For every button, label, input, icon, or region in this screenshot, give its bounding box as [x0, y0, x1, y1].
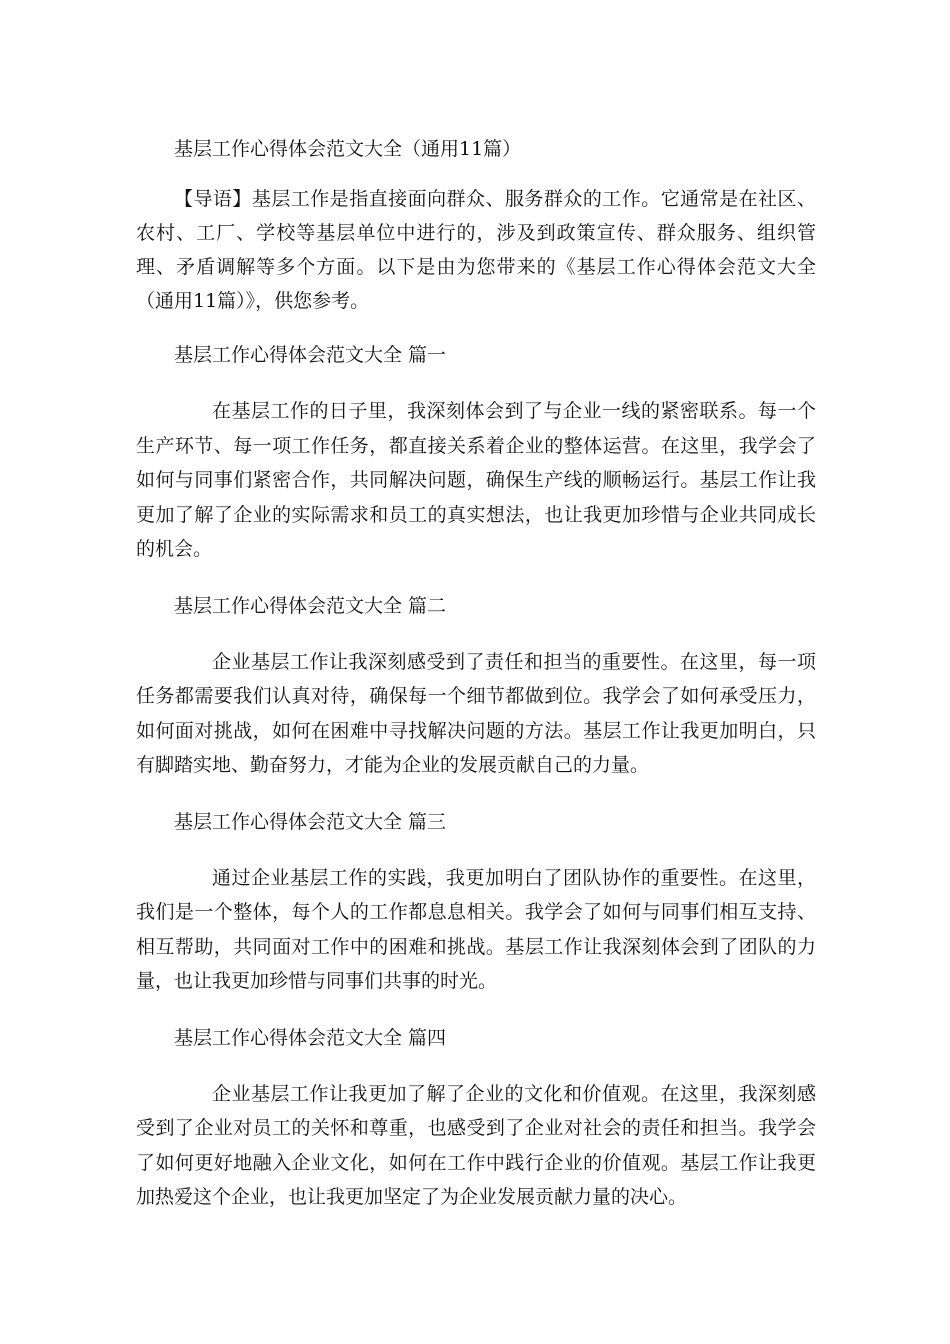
section-heading-2: 基层工作心得体会范文大全 篇二	[174, 594, 447, 617]
section-body-2: 企业基层工作让我深刻感受到了责任和担当的重要性。在这里，每一项任务都需要我们认真对待，确保每一个细节都做到位。我学会了如何承受压力，如何面对挑战，如何在困难中寻找解决问题的方法。基层工作让我更加明白，只有脚踏实地、勤奋努力，才能为企业的发展贡献自己的力量。	[136, 650, 816, 776]
section-body-4: 企业基层工作让我更加了解了企业的文化和价值观。在这里，我深刻感受到了企业对员工的关怀和尊重，也感受到了企业对社会的责任和担当。我学会了如何更好地融入企业文化，如何在工作中践行企业的价值观。基层工作让我更加热爱这个企业，也让我更加坚定了为企业发展贡献力量的决心。	[136, 1082, 816, 1208]
intro-paragraph: 【导语】基层工作是指直接面向群众、服务群众的工作。它通常是在社区、农村、工厂、学校等基层单位中进行的，涉及到政策宣传、群众服务、组织管理、矛盾调解等多个方面。以下是由为您带来的《基层工作心得体会范文大全（通用11篇）》，供您参考。	[136, 188, 816, 312]
section-heading-3: 基层工作心得体会范文大全 篇三	[174, 810, 447, 833]
section-body-3: 通过企业基层工作的实践，我更加明白了团队协作的重要性。在这里，我们是一个整体，每个人的工作都息息相关。我学会了如何与同事们相互支持、相互帮助，共同面对工作中的困难和挑战。基层工作让我深刻体会到了团队的力量，也让我更加珍惜与同事们共事的时光。	[136, 866, 816, 992]
section-heading-4: 基层工作心得体会范文大全 篇四	[174, 1026, 447, 1049]
section-body-1: 在基层工作的日子里，我深刻体会到了与企业一线的紧密联系。每一个生产环节、每一项工作任务，都直接关系着企业的整体运营。在这里，我学会了如何与同事们紧密合作，共同解决问题，确保生产线的顺畅运行。基层工作让我更加了解了企业的实际需求和员工的真实想法，也让我更加珍惜与企业共同成长的机会。	[136, 400, 816, 560]
document-content	[136, 132, 816, 1237]
section-heading-1: 基层工作心得体会范文大全 篇一	[174, 344, 447, 366]
document-title: 基层工作心得体会范文大全（通用11篇）	[174, 138, 522, 160]
